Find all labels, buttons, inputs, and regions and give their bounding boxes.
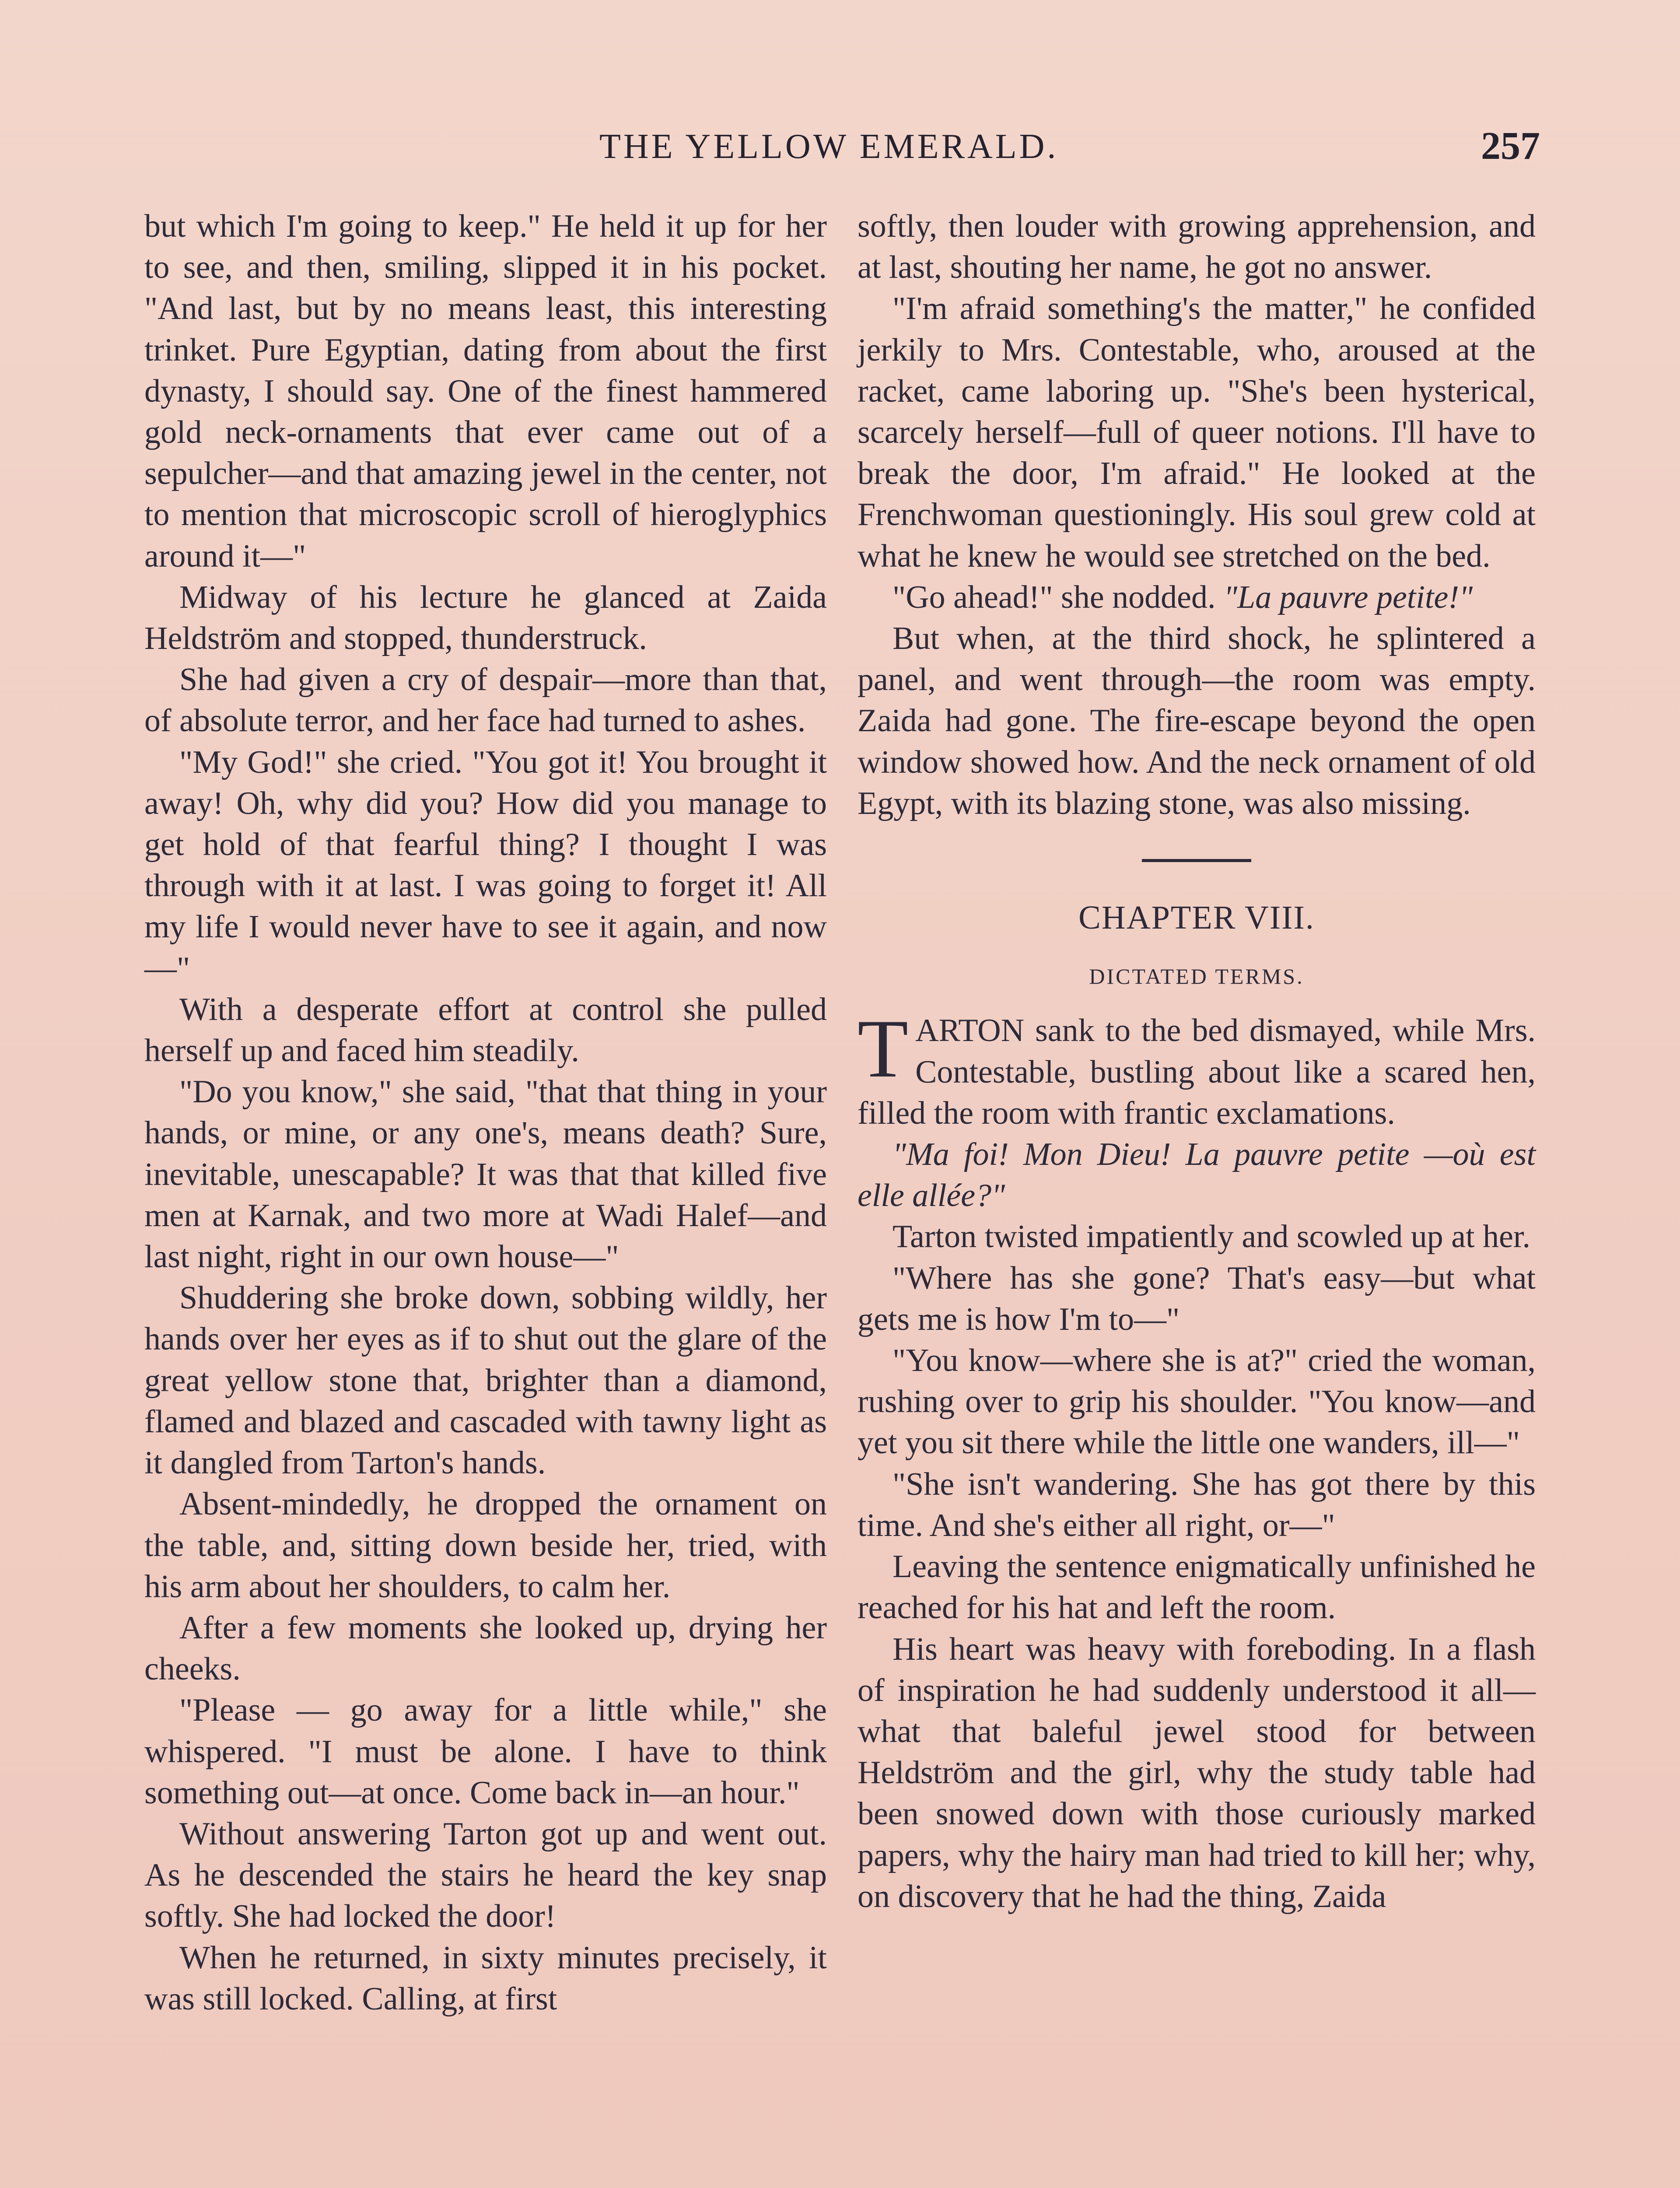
left-column [144,206,827,2020]
paragraph: but which I'm going to keep." He held it up for her to see, and then, smiling, slipped it in his pocket. "And last, but by no means least, this interesting trinket. Pure Egyptian, dating from about the first dynasty, I should say. One of the finest hammered gold neck-ornaments that ever came out of a sepulcher—and that amazing jewel in the center, not to mention that microscopic scroll of hieroglyphics around it—" [144,208,827,574]
paragraph: "You know—where she is at?" cried the woman, rushing over to grip his shoulder. "You know—and yet you sit there while the little one wanders, ill—" [858,1343,1536,1461]
chapter-subtitle: DICTATED TERMS. [1089,964,1304,989]
section-divider [1142,859,1251,862]
chapter-title: CHAPTER VIII. [1078,899,1315,936]
paragraph: When he returned, in sixty minutes precisely, it was still locked. Calling, at first [144,1939,827,2017]
paragraph: Shuddering she broke down, sobbing wildly, her hands over her eyes as if to shut out the glare of the great yellow stone that, brighter than a diamond, flamed and blazed and cascaded with tawny light as it dangled from Tarton's hands. [144,1280,827,1481]
paragraph: With a desperate effort at control she pulled herself up and faced him steadily. [144,991,827,1069]
paragraph: "I'm afraid something's the matter," he confided jerkily to Mrs. Contestable, who, aroused at the racket, came laboring up. "She's been hysterical, scarcely herself—full of queer notions. I'll have to break the door, I'm afraid." He looked at the Frenchwoman questioningly. His soul grew cold at what he knew he would see stretched on the bed. [858,291,1536,574]
paragraph: "My God!" she cried. "You got it! You brought it away! Oh, why did you? How did you manage to get hold of that fearful thing? I thought I was through with it at last. I was going to forget it! All my life I would never have to see it again, and now—" [144,744,827,986]
paragraph: After a few moments she looked up, drying her cheeks. [144,1609,827,1687]
paragraph: His heart was heavy with foreboding. In a flash of inspiration he had suddenly understood it all—what that baleful jewel stood for between Heldström and the girl, why the study table had been snowed down with those curiously marked papers, why the hairy man had tried to kill her; why, on discovery that he had the thing, Zaida [858,1631,1536,1914]
paragraph: Tarton twisted impatiently and scowled up at her. [892,1219,1531,1255]
go-ahead-text: "Go ahead!" she nodded. [892,579,1216,615]
paragraph-go-ahead [858,577,1536,618]
right-column [858,206,1536,1917]
paragraph: "She isn't wandering. She has got there by this time. And she's either all right, or—" [858,1466,1536,1543]
paragraph: Leaving the sentence enigmatically unfinished he reached for his hat and left the room. [858,1549,1536,1626]
french-exclamation: "Ma foi! Mon Dieu! La pauvre petite —où est elle allée?" [858,1136,1536,1214]
paragraph: She had given a cry of despair—more than that, of absolute terror, and her face had turned to ashes. [144,662,827,739]
paragraph: But when, at the third shock, he splintered a panel, and went through—the room was empty. Zaida had gone. The fire-escape beyond the open window showed how. And the neck ornament of old Egypt, with its blazing stone, was also missing. [858,621,1536,821]
paragraph: Absent-mindedly, he dropped the ornament on the table, and, sitting down beside her, tried, with his arm about her shoulders, to calm her. [144,1486,827,1605]
paragraph: "Do you know," she said, "that that thing in your hands, or mine, or any one's, means death? Sure, inevitable, unescapable? It was that that killed five men at Karnak, and two more at Wadi Halef—and last night, right in our own house—" [144,1074,827,1275]
paragraph: "Please — go away for a little while," she whispered. "I must be alone. I have to think something out—at once. Come back in—an hour." [144,1692,827,1811]
paragraph-french [858,1134,1536,1216]
italic-french-phrase: "La pauvre petite!" [1224,579,1473,615]
opening-text: ARTON sank to the bed dismayed, while Mrs. Contestable, bustling about like a scared hen, filled the room with frantic exclamations. [858,1013,1536,1131]
running-title: THE YELLOW EMERALD. [599,127,1059,166]
paragraph: Midway of his lecture he glanced at Zaida Heldström and stopped, thunderstruck. [144,579,827,657]
paragraph: softly, then louder with growing apprehension, and at last, shouting her name, he got no answer. [858,208,1536,286]
page-number: 257 [1481,124,1540,168]
drop-cap: T [858,1003,909,1095]
page-header [0,124,1680,179]
chapter-opening-paragraph [858,1003,1536,1134]
paragraph: "Where has she gone? That's easy—but what gets me is how I'm to—" [858,1260,1536,1337]
paragraph: Without answering Tarton got up and went out. As he descended the stairs he heard the key snap softly. She had locked the door! [144,1816,827,1935]
